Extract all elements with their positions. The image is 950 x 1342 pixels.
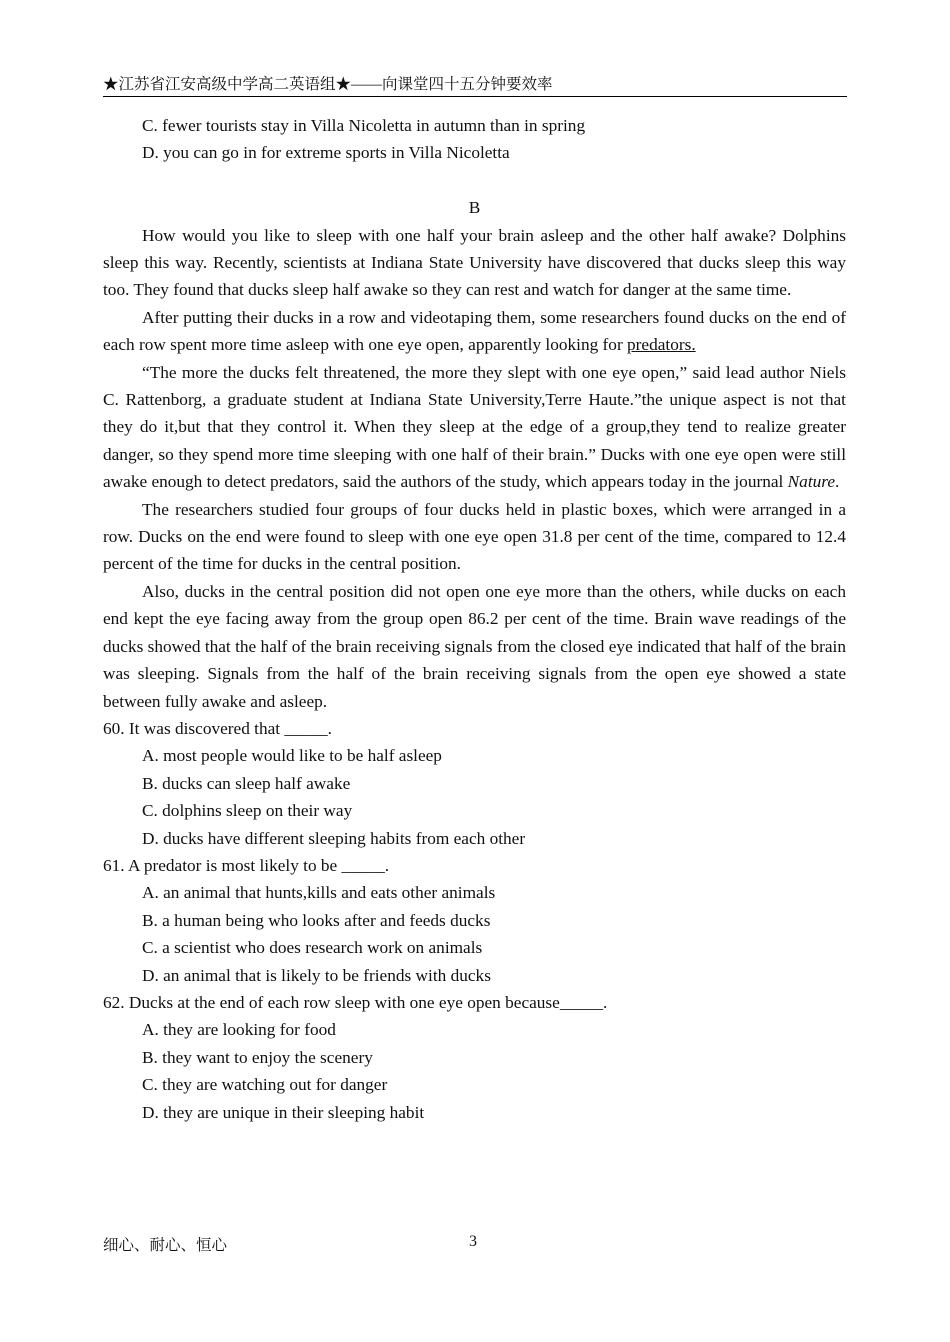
question-62-option-d: D. they are unique in their sleeping habit	[142, 1102, 425, 1122]
page-content	[103, 112, 846, 1126]
question-61-option-d: D. an animal that is likely to be friends with ducks	[142, 965, 491, 985]
question-61-stem: 61. A predator is most likely to be _____.	[103, 855, 390, 875]
question-61-option-a: A. an animal that hunts,kills and eats other animals	[142, 883, 496, 903]
prev-option-c: C. fewer tourists stay in Villa Nicoletta in autumn than in spring	[142, 116, 586, 135]
question-61-option-c: C. a scientist who does research work on animals	[142, 938, 483, 958]
section-label: B	[468, 198, 481, 218]
passage-paragraph-4: The researchers studied four groups of four ducks held in plastic boxes, which were arranged in a row. Ducks on the end were found to sleep with one eye open 31.8 per cent of the time, compared to 12.4 percent of the time for ducks in the central position.	[103, 499, 846, 574]
question-60-option-d: D. ducks have different sleeping habits from each other	[142, 828, 526, 848]
spacer	[103, 167, 846, 194]
passage-paragraph-3	[103, 359, 846, 496]
question-62-option-b: B. they want to enjoy the scenery	[142, 1047, 373, 1067]
question-61-option-b: B. a human being who looks after and feeds ducks	[142, 910, 491, 930]
question-62-option-a: A. they are looking for food	[142, 1020, 336, 1040]
passage-paragraph-1: How would you like to sleep with one half your brain asleep and the other half awake? Dolphins sleep this way. Recently, scientists at Indiana State University have discovered that ducks sleep this way too. They found that ducks sleep half awake so they can rest and watch for danger at the same time.	[103, 225, 846, 300]
paragraph-3-end: .	[835, 472, 840, 492]
question-62-stem: 62. Ducks at the end of each row sleep with one eye open because_____.	[103, 992, 608, 1012]
header-text: ★江苏省江安高级中学高二英语组★——向课堂四十五分钟要效率	[103, 76, 553, 93]
question-62-option-c: C. they are watching out for danger	[142, 1075, 388, 1095]
underlined-word-predators: predators.	[627, 335, 696, 355]
journal-name: Nature	[787, 472, 836, 492]
question-60-option-b: B. ducks can sleep half awake	[142, 773, 351, 793]
footer-motto: 细心、耐心、恒心	[103, 1237, 228, 1254]
page-header	[103, 74, 847, 97]
passage-paragraph-5: Also, ducks in the central position did not open one eye more than the others, while ducks on each end kept the eye facing away from the group open 86.2 per cent of the time. Brain wave readings of the ducks showed that the half of the brain receiving signals from the closed eye indicated that half of the brain was sleeping. Signals from the half of the brain receiving signals from the open eye showed a state between fully awake and asleep.	[103, 581, 846, 711]
question-60-option-c: C. dolphins sleep on their way	[142, 801, 353, 821]
paragraph-2-text: After putting their ducks in a row and videotaping them, some researchers found ducks on the end of each row spent more time asleep with one eye open, apparently looking for	[103, 307, 846, 355]
paragraph-3-text: “The more the ducks felt threatened, the more they slept with one eye open,” said lead author Niels C. Rattenborg, a graduate student at Indiana State University,Terre Haute.”the unique aspect is not that they do it,but that they control it. When they sleep at the edge of a group,they tend to realize greater danger, so they spend more time sleeping with one half of their brain.” Ducks with one eye open were still awake enough to detect predators, said the authors of the study, which appears today in the journal	[103, 362, 846, 492]
prev-option-d: D. you can go in for extreme sports in Villa Nicoletta	[142, 143, 510, 163]
page-number: 3	[469, 1233, 477, 1250]
question-60-option-a: A. most people would like to be half asleep	[142, 746, 442, 766]
passage-paragraph-2	[103, 304, 846, 359]
question-60-stem: 60. It was discovered that _____.	[103, 718, 332, 738]
